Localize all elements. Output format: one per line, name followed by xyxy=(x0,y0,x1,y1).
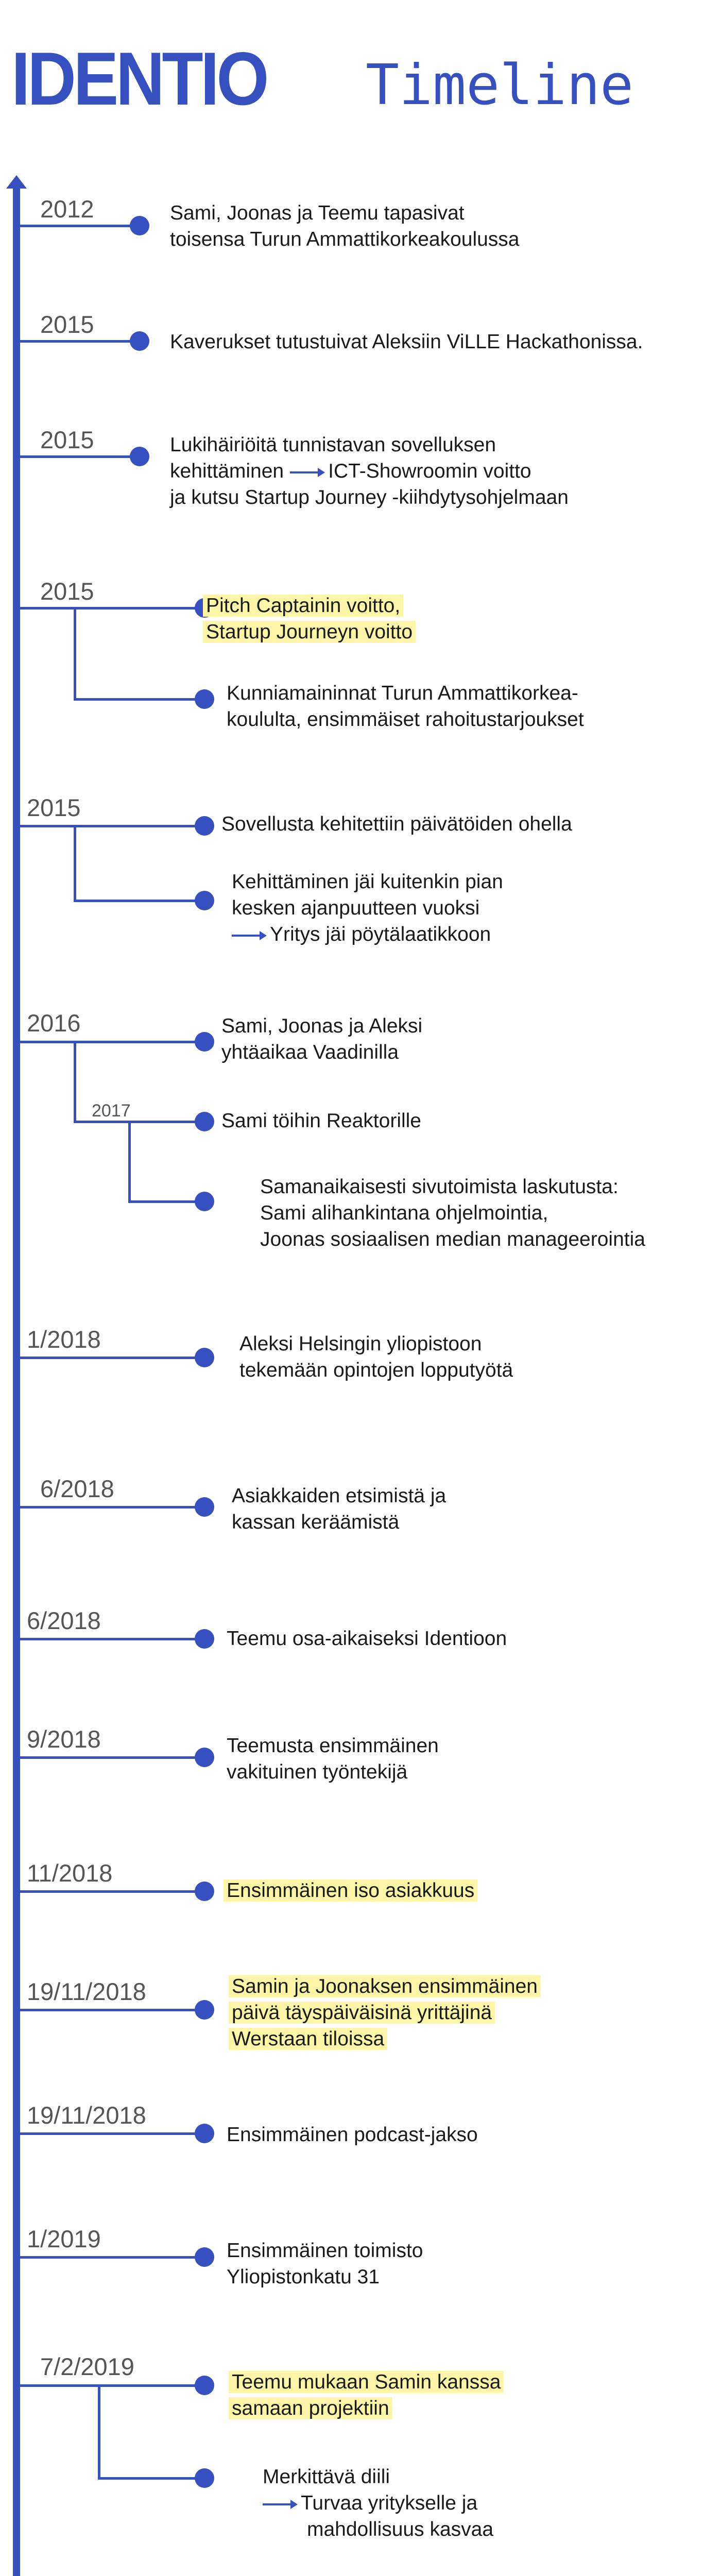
event-dot xyxy=(195,2376,214,2395)
event-text: Sami töihin Reaktorille xyxy=(221,1110,422,1132)
connector-line xyxy=(74,900,205,902)
event-text-line: Sami, Joonas ja Teemu tapasivat xyxy=(170,202,465,224)
event-subtext xyxy=(232,869,503,947)
event-year: 2015 xyxy=(40,426,94,453)
event-text xyxy=(239,1331,513,1383)
highlighted-text: Teemu mukaan Samin kanssa xyxy=(229,2371,504,2393)
event-text-line: Yliopistonkatu 31 xyxy=(227,2266,380,2288)
event-year: 2016 xyxy=(27,1009,81,1037)
event-highlight-text xyxy=(232,1973,541,2052)
event-subtext xyxy=(263,2464,493,2543)
event-year: 1/2019 xyxy=(27,2225,101,2252)
connector-line xyxy=(20,1357,205,1359)
event-text-line: vakituinen työntekijä xyxy=(227,1761,408,1783)
event-year: 11/2018 xyxy=(27,1859,113,1887)
event-text-line: Ensimmäinen podcast-jakso xyxy=(227,2124,478,2146)
connector-line xyxy=(20,1506,205,1509)
connector-line xyxy=(20,1638,205,1640)
event-dot xyxy=(195,1882,214,1901)
event-text-line: Samanaikaisesti sivutoimista laskutusta: xyxy=(260,1176,619,1198)
event-dot xyxy=(195,1748,214,1767)
event-dot xyxy=(195,1348,214,1367)
connector-line xyxy=(20,1890,205,1893)
event-year: 19/11/2018 xyxy=(27,2102,146,2129)
event-text-line: Sami, Joonas ja Aleksi xyxy=(221,1015,423,1037)
event-year: 19/11/2018 xyxy=(27,1978,146,2005)
event-text-line: Lukihäiriöitä tunnistavan sovelluksen xyxy=(170,434,496,456)
page-title: Timeline xyxy=(366,53,634,117)
event-text-line: Sami alihankintana ohjelmointia, xyxy=(260,1202,548,1224)
event-text-line: Kaverukset tutustuivat Aleksiin ViLLE Hackathonissa. xyxy=(170,331,643,353)
event-text-line: Turvaa yritykselle ja xyxy=(263,2490,493,2516)
identio-logo: IDENTIO xyxy=(11,37,267,121)
event-text-line: Aleksi Helsingin yliopistoon xyxy=(239,1333,482,1355)
event-dot xyxy=(195,891,214,910)
highlighted-text: Startup Journeyn voitto xyxy=(203,621,416,643)
branch-line xyxy=(98,2384,100,2480)
event-text-line: Yritys jäi pöytälaatikkoon xyxy=(232,921,503,947)
event-year: 1/2018 xyxy=(27,1326,101,1353)
event-dot xyxy=(195,689,214,709)
connector-line xyxy=(20,607,205,609)
highlighted-text: Ensimmäinen iso asiakkuus xyxy=(224,1879,477,1902)
event-text-line: koululta, ensimmäiset rahoitustarjoukset xyxy=(227,708,584,731)
event-text-line: Joonas sosiaalisen median manageerointia xyxy=(260,1228,645,1250)
event-year: 2015 xyxy=(40,311,94,338)
arrow-right-icon xyxy=(290,471,323,473)
event-subtext xyxy=(260,1174,645,1252)
event-highlight-text xyxy=(206,592,416,645)
event-dot xyxy=(195,1629,214,1649)
event-text-line: Teemu osa-aikaiseksi Identioon xyxy=(227,1628,507,1650)
event-text-line: kehittäminen ICT-Showroomin voitto xyxy=(170,460,531,482)
event-dot xyxy=(195,1497,214,1517)
connector-line xyxy=(20,225,141,227)
connector-line xyxy=(128,1200,205,1203)
connector-line xyxy=(20,340,141,343)
branch-line xyxy=(74,1041,76,1123)
connector-line xyxy=(20,1041,205,1043)
event-year: 2015 xyxy=(27,794,81,821)
event-subtext xyxy=(227,680,584,733)
event-text xyxy=(170,329,643,355)
event-text-line: yhtäaikaa Vaadinilla xyxy=(221,1041,399,1063)
event-text xyxy=(227,2238,423,2290)
connector-line xyxy=(74,1121,205,1123)
event-text-line: kassan keräämistä xyxy=(232,1511,400,1533)
arrow-right-icon xyxy=(232,935,265,937)
highlighted-text: Werstaan tiloissa xyxy=(229,2028,387,2050)
event-text-line: kesken ajanpuutteen vuoksi xyxy=(232,897,480,919)
event-highlight-text xyxy=(227,1877,477,1904)
event-dot xyxy=(195,1112,214,1131)
event-text-line: Teemusta ensimmäinen xyxy=(227,1735,439,1757)
connector-line xyxy=(98,2477,205,2480)
connector-line xyxy=(20,1756,205,1759)
event-text xyxy=(232,1483,446,1535)
event-text-line: tekemään opintojen lopputyötä xyxy=(239,1359,513,1381)
event-dot xyxy=(195,2468,214,2488)
event-text-line: mahdollisuus kasvaa xyxy=(307,2518,494,2540)
event-dot xyxy=(195,2247,214,2267)
event-text-line: Kehittäminen jäi kuitenkin pian xyxy=(232,871,503,893)
event-year: 2012 xyxy=(40,195,94,223)
event-dot xyxy=(130,331,149,351)
event-dot xyxy=(195,2124,214,2143)
timeline-spine xyxy=(13,185,20,2576)
event-year: 9/2018 xyxy=(27,1725,101,1753)
event-text xyxy=(221,1013,422,1065)
event-text xyxy=(227,1625,507,1652)
arrow-right-icon xyxy=(263,2503,296,2505)
branch-line xyxy=(128,1121,131,1203)
event-text-line: Merkittävä diili xyxy=(263,2466,390,2488)
connector-line xyxy=(74,698,205,701)
event-subyear: 2017 xyxy=(92,1101,131,1121)
event-text xyxy=(227,2122,478,2148)
connector-line xyxy=(20,2009,205,2011)
event-dot xyxy=(130,216,149,235)
highlighted-text: samaan projektiin xyxy=(229,2397,392,2419)
branch-line xyxy=(74,607,76,701)
highlighted-text: Samin ja Joonaksen ensimmäinen xyxy=(229,1975,541,1997)
event-dot xyxy=(195,1032,214,1052)
event-text xyxy=(170,200,520,252)
highlighted-text: Pitch Captainin voitto, xyxy=(203,595,403,617)
connector-line xyxy=(20,2256,205,2259)
highlighted-text: päivä täyspäiväisinä yrittäjinä xyxy=(229,2002,495,2024)
connector-line xyxy=(20,2384,205,2387)
event-text-line: ja kutsu Startup Journey -kiihdytysohjelmaan xyxy=(170,486,569,509)
event-text xyxy=(227,1733,439,1785)
event-year: 2015 xyxy=(40,578,94,605)
event-text-line: Kunniamaininnat Turun Ammattikorkea- xyxy=(227,682,578,704)
event-text-line: toisensa Turun Ammattikorkeakoulussa xyxy=(170,228,520,250)
connector-line xyxy=(20,825,205,827)
event-dot xyxy=(195,816,214,836)
event-text-line: Ensimmäinen toimisto xyxy=(227,2240,423,2262)
connector-line xyxy=(20,455,141,458)
event-dot xyxy=(130,447,149,466)
event-dot xyxy=(195,2000,214,2020)
connector-line xyxy=(20,2132,205,2135)
event-year: 6/2018 xyxy=(40,1475,114,1502)
event-text: Sovellusta kehitettiin päivätöiden ohella xyxy=(221,813,572,835)
event-highlight-text xyxy=(232,2369,504,2421)
event-text-line: Asiakkaiden etsimistä ja xyxy=(232,1485,447,1507)
branch-line xyxy=(74,825,76,902)
event-dot xyxy=(195,1192,214,1211)
event-year: 6/2018 xyxy=(27,1607,101,1634)
event-text xyxy=(170,432,569,511)
event-year: 7/2/2019 xyxy=(40,2353,134,2380)
